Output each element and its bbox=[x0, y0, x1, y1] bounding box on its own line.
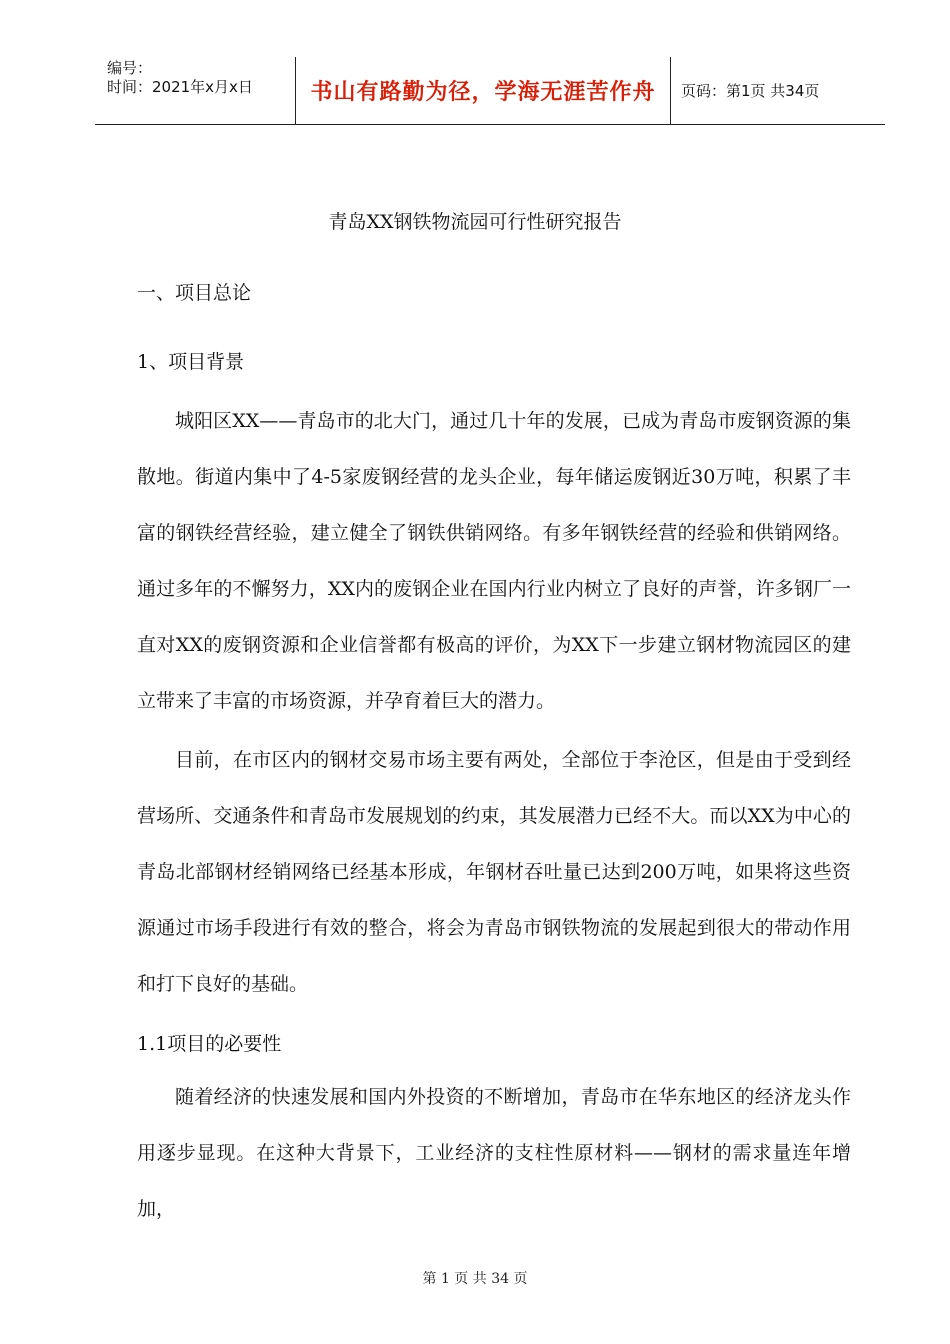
header-page-label: 页码：第1页 共34页 bbox=[681, 82, 820, 100]
subsection-heading-background: 1、项目背景 bbox=[137, 351, 245, 373]
page-header bbox=[95, 57, 885, 125]
page-footer-number: 第 1 页 共 34 页 bbox=[422, 1271, 528, 1287]
paragraph-background-1: 城阳区XX——青岛市的北大门，通过几十年的发展，已成为青岛市废钢资源的集散地。街道内集中了4-5家废钢经营的龙头企业，每年储运废钢近30万吨，积累了丰富的钢铁经营经验，建立健全了钢铁供销网络。有多年钢铁经营的经验和供销网络。通过多年的不懈努力，XX内的废钢企业在国内行业内树立了良好的声誉，许多钢厂一直对XX的废钢资源和企业信誉都有极高的评价，为XX下一步建立钢材物流园区的建立带来了丰富的市场资源，并孕育着巨大的潜力。 bbox=[137, 410, 851, 712]
paragraph-necessity: 随着经济的快速发展和国内外投资的不断增加，青岛市在华东地区的经济龙头作用逐步显现。在这种大背景下，工业经济的支柱性原材料——钢材的需求量连年增加， bbox=[137, 1086, 851, 1220]
document-time-label: 时间：2021年x月x日 bbox=[107, 78, 253, 96]
header-meta-cell bbox=[95, 57, 296, 124]
paragraph-background-2: 目前，在市区内的钢材交易市场主要有两处，全部位于李沧区，但是由于受到经营场所、交通条件和青岛市发展规划的约束，其发展潜力已经不大。而以XX为中心的青岛北部钢材经销网络已经基本形成，年钢材吞吐量已达到200万吨，如果将这些资源通过市场手段进行有效的整合，将会为青岛市钢铁物流的发展起到很大的带动作用和打下良好的基础。 bbox=[137, 749, 851, 995]
header-motto: 书山有路勤为径，学海无涯苦作舟 bbox=[296, 57, 671, 124]
subsection-heading-necessity: 1.1项目的必要性 bbox=[137, 1033, 282, 1055]
document-number-label: 编号： bbox=[107, 59, 153, 77]
section-heading-overview: 一、项目总论 bbox=[137, 282, 252, 304]
document-title: 青岛XX钢铁物流园可行性研究报告 bbox=[328, 211, 622, 233]
